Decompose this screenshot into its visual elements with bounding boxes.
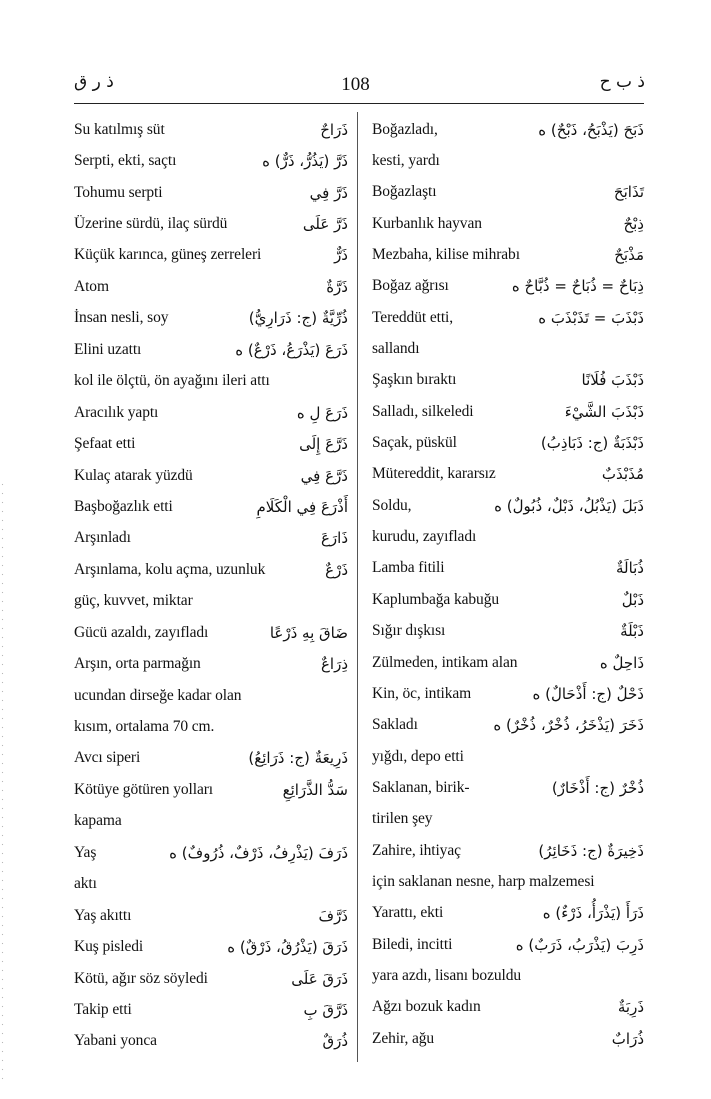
dictionary-entry: [372, 365, 644, 396]
arabic-headword: ذَرَّ فِي: [309, 183, 348, 202]
turkish-meaning: Zehir, ağu: [372, 1029, 435, 1047]
dictionary-entry: [372, 741, 644, 772]
header-rule: [74, 103, 644, 104]
arabic-headword: تَذَابَحَ: [613, 183, 644, 202]
dictionary-entry: [372, 145, 644, 176]
dictionary-entry: [74, 491, 348, 522]
arabic-headword: ذَرَّ عَلَى: [302, 215, 348, 234]
arabic-headword: ذُرَابٌ: [611, 1029, 644, 1048]
turkish-meaning: kol ile ölçtü, ön ayağını ileri attı: [74, 372, 270, 390]
dictionary-entry: [74, 460, 348, 491]
arabic-headword: ذَرَعَ (يَذْرَعُ، ذَرْعٌ) ه: [235, 340, 348, 359]
arabic-headword: أَذْرَعَ فِي الْكَلَامِ: [256, 497, 348, 516]
dictionary-entry: [372, 114, 644, 145]
turkish-meaning: güç, kuvvet, miktar: [74, 592, 193, 610]
dictionary-entry: [74, 931, 348, 962]
turkish-meaning: için saklanan nesne, harp malzemesi: [372, 872, 595, 890]
dictionary-entry: [372, 804, 644, 835]
arabic-headword: ذَخِيرَةٌ (ج: ذَخَائِرُ): [538, 841, 644, 860]
arabic-headword: ذَرَّقَ بِ: [303, 1000, 348, 1019]
arabic-headword: ذَبْذَبَ الشَّيْءَ: [564, 402, 644, 421]
dictionary-entry: [372, 459, 644, 490]
dictionary-entry: [372, 239, 644, 270]
arabic-headword: ذَبْذَبَ = تَذَبْذَبَ ه: [538, 308, 644, 327]
arabic-headword: ذَبَحَ (يَذْبَحُ، ذَبْحٌ) ه: [538, 120, 644, 139]
dictionary-entry: [74, 837, 348, 868]
turkish-meaning: Serpti, ekti, saçtı: [74, 152, 177, 170]
dictionary-entry: [74, 806, 348, 837]
turkish-meaning: Yabani yonca: [74, 1032, 157, 1050]
page-header: [0, 72, 711, 102]
turkish-meaning: Salladı, silkeledi: [372, 402, 474, 420]
arabic-headword: ذَبْلٌ: [621, 590, 644, 609]
dictionary-entry: [372, 929, 644, 960]
arabic-headword: ذُرِّيَّةٌ (ج: ذَرَارِيُّ): [248, 309, 348, 328]
turkish-meaning: Yaş: [74, 843, 97, 861]
turkish-meaning: Kaplumbağa kabuğu: [372, 590, 500, 608]
column-divider: [357, 112, 358, 1062]
arabic-headword: ذَرَاحٌ: [320, 120, 348, 139]
arabic-headword: ذُخْرٌ (ج: أَذْخَارٌ): [551, 778, 644, 797]
header-letters-left: ذ ر ق: [74, 72, 114, 92]
arabic-headword: ضَاقَ بِهِ ذَرْعًا: [269, 623, 348, 642]
turkish-meaning: Saçak, püskül: [372, 434, 457, 452]
dictionary-entry: [74, 334, 348, 365]
turkish-meaning: Zülmeden, intikam alan: [372, 653, 518, 671]
turkish-meaning: Saklanan, birik-: [372, 778, 470, 796]
dictionary-entry: [74, 366, 348, 397]
turkish-meaning: Arşın, orta parmağın: [74, 655, 201, 673]
arabic-headword: ذَبْذَبَ فُلَانًا: [581, 371, 644, 390]
dictionary-entry: [74, 1026, 348, 1057]
arabic-headword: ذَرَفَ (يَذْرِفُ، ذَرْفٌ، ذُرُوفٌ) ه: [169, 843, 348, 862]
turkish-meaning: Elini uzattı: [74, 340, 142, 358]
turkish-meaning: Başboğazlık etti: [74, 497, 173, 515]
turkish-meaning: tirilen şey: [372, 810, 433, 828]
arabic-headword: ذَخَرَ (يَذْخَرُ، ذُخْرٌ، ذُخْرٌ) ه: [493, 716, 644, 735]
arabic-headword: ذِرَاعٌ: [320, 655, 348, 674]
turkish-meaning: Zahire, ihtiyaç: [372, 841, 461, 859]
turkish-meaning: Biledi, incitti: [372, 935, 453, 953]
arabic-headword: ذَرَعَ لِ ه: [296, 403, 348, 422]
arabic-headword: ذَرَّعَ إِلَى: [299, 435, 348, 454]
turkish-meaning: Kötüye götüren yolları: [74, 780, 213, 798]
dictionary-entry: [372, 490, 644, 521]
arabic-headword: ذَرِيعَةٌ (ج: ذَرَائِعُ): [248, 749, 348, 768]
dictionary-entry: [74, 271, 348, 302]
arabic-headword: ذُرَقٌ: [322, 1032, 348, 1051]
dictionary-entry: [372, 898, 644, 929]
arabic-headword: ذَرَقَ (يَذْرُقُ، ذَرْقٌ) ه: [227, 938, 348, 957]
turkish-meaning: Avcı siperi: [74, 749, 141, 767]
dictionary-entry: [372, 960, 644, 991]
turkish-meaning: Mütereddit, kararsız: [372, 465, 496, 483]
turkish-meaning: Yaş akıttı: [74, 906, 132, 924]
dictionary-entry: [74, 208, 348, 239]
dictionary-entry: [74, 963, 348, 994]
dictionary-entry: [74, 711, 348, 742]
arabic-headword: ذَبْذَبَةٌ (ج: ذَبَاذِبُ): [540, 434, 644, 453]
arabic-headword: ذَرَّ (يَذُرُّ، ذَرٌّ) ه: [262, 152, 348, 171]
dictionary-entry: [74, 554, 348, 585]
turkish-meaning: Üzerine sürdü, ilaç sürdü: [74, 215, 228, 233]
arabic-headword: ذِبْحٌ: [623, 214, 644, 233]
turkish-meaning: Soldu,: [372, 496, 412, 514]
dictionary-entry: [372, 553, 644, 584]
arabic-headword: ذَرِبَةٌ: [617, 998, 644, 1017]
turkish-meaning: kesti, yardı: [372, 152, 440, 170]
turkish-meaning: Şefaat etti: [74, 435, 136, 453]
dictionary-entry: [372, 208, 644, 239]
dictionary-entry: [74, 114, 348, 145]
arabic-headword: ذَرَقَ عَلَى: [291, 969, 348, 988]
dictionary-entry: [372, 710, 644, 741]
left-column: [74, 114, 348, 1057]
turkish-meaning: yığdı, depo etti: [372, 747, 464, 765]
turkish-meaning: sallandı: [372, 340, 420, 358]
turkish-meaning: Mezbaha, kilise mihrabı: [372, 246, 520, 264]
arabic-headword: ذُبَالَةٌ: [615, 559, 644, 578]
arabic-headword: ذَرَّفَ: [318, 906, 348, 925]
turkish-meaning: Kulaç atarak yüzdü: [74, 466, 193, 484]
turkish-meaning: Arşınlama, kolu açma, uzunluk: [74, 560, 266, 578]
dictionary-entry: [372, 271, 644, 302]
turkish-meaning: Sığır dışkısı: [372, 622, 446, 640]
arabic-headword: ذَبَلَ (يَذْبُلُ، ذَبْلٌ، ذُبُولٌ) ه: [494, 496, 644, 515]
turkish-meaning: Lamba fitili: [372, 559, 445, 577]
arabic-headword: ذَاحِلٌ ه: [599, 653, 644, 672]
turkish-meaning: Aracılık yaptı: [74, 403, 159, 421]
dictionary-entry: [372, 992, 644, 1023]
turkish-meaning: Ağzı bozuk kadın: [372, 998, 481, 1016]
turkish-meaning: Takip etti: [74, 1000, 132, 1018]
dictionary-entry: [74, 240, 348, 271]
dictionary-entry: [372, 647, 644, 678]
turkish-meaning: Su katılmış süt: [74, 120, 165, 138]
dictionary-entry: [74, 680, 348, 711]
turkish-meaning: aktı: [74, 875, 97, 893]
arabic-headword: ذَرَّعَ فِي: [300, 466, 348, 485]
dictionary-entry: [74, 743, 348, 774]
turkish-meaning: kısım, ortalama 70 cm.: [74, 718, 215, 736]
dictionary-entry: [74, 994, 348, 1025]
dictionary-entry: [74, 397, 348, 428]
turkish-meaning: Boğazlaştı: [372, 183, 437, 201]
dictionary-entry: [74, 303, 348, 334]
arabic-headword: ذَرٌّ: [334, 246, 348, 265]
arabic-headword: سَدُّ الذَّرَائِعِ: [282, 780, 348, 799]
arabic-headword: ذِبَاحٌ = ذُبَاحٌ = ذُبَّاحٌ ه: [511, 277, 644, 296]
right-column: [372, 114, 644, 1054]
arabic-headword: ذَرْعٌ: [325, 560, 348, 579]
dictionary-entry: [74, 523, 348, 554]
arabic-headword: مُذَبْذَبٌ: [601, 465, 644, 484]
turkish-meaning: Tereddüt etti,: [372, 308, 454, 326]
turkish-meaning: Küçük karınca, güneş zerreleri: [74, 246, 262, 264]
turkish-meaning: Atom: [74, 277, 109, 295]
dictionary-entry: [372, 521, 644, 552]
turkish-meaning: Kin, öc, intikam: [372, 684, 472, 702]
turkish-meaning: kapama: [74, 812, 122, 830]
turkish-meaning: Boğazladı,: [372, 120, 438, 138]
dictionary-entry: [372, 396, 644, 427]
dictionary-entry: [372, 333, 644, 364]
arabic-headword: ذَحْلٌ (ج: أَذْحَالٌ) ه: [532, 684, 644, 703]
turkish-meaning: Tohumu serpti: [74, 183, 163, 201]
turkish-meaning: Kurbanlık hayvan: [372, 214, 482, 232]
turkish-meaning: Gücü azaldı, zayıfladı: [74, 623, 209, 641]
dictionary-entry: [372, 866, 644, 897]
arabic-headword: مَذْبَحٌ: [614, 246, 644, 265]
dictionary-entry: [74, 145, 348, 176]
arabic-headword: ذَرَّةٌ: [326, 277, 348, 296]
turkish-meaning: Kuş pisledi: [74, 938, 144, 956]
turkish-meaning: Kötü, ağır söz söyledi: [74, 969, 208, 987]
dictionary-entry: [74, 177, 348, 208]
arabic-headword: ذَرَأَ (يَذْرَأُ، ذَرْءٌ) ه: [542, 904, 644, 923]
dictionary-entry: [372, 678, 644, 709]
dictionary-entry: [74, 869, 348, 900]
dictionary-entry: [74, 586, 348, 617]
dictionary-entry: [372, 584, 644, 615]
dictionary-entry: [74, 428, 348, 459]
dictionary-entry: [372, 427, 644, 458]
turkish-meaning: ucundan dirseğe kadar olan: [74, 686, 242, 704]
turkish-meaning: Şaşkın bıraktı: [372, 371, 457, 389]
turkish-meaning: Yarattı, ekti: [372, 904, 444, 922]
dictionary-entry: [74, 617, 348, 648]
dictionary-entry: [372, 772, 644, 803]
arabic-headword: ذَرِبَ (يَذْرَبُ، ذَرَبٌ) ه: [515, 935, 644, 954]
turkish-meaning: Boğaz ağrısı: [372, 277, 449, 295]
dictionary-entry: [372, 177, 644, 208]
dictionary-entry: [74, 648, 348, 679]
turkish-meaning: yara azdı, lisanı bozuldu: [372, 966, 522, 984]
scan-edge-noise: [1, 480, 4, 1080]
page-number: 108: [341, 74, 370, 95]
dictionary-entry: [74, 900, 348, 931]
arabic-headword: ذَارَعَ: [320, 529, 348, 548]
header-letters-right: ذ ب ح: [599, 72, 645, 92]
arabic-headword: ذَبْلَةٌ: [620, 622, 644, 641]
turkish-meaning: Sakladı: [372, 716, 418, 734]
turkish-meaning: kurudu, zayıfladı: [372, 528, 477, 546]
turkish-meaning: Arşınladı: [74, 529, 131, 547]
turkish-meaning: İnsan nesli, soy: [74, 309, 169, 327]
dictionary-entry: [372, 616, 644, 647]
dictionary-entry: [372, 302, 644, 333]
dictionary-entry: [372, 1023, 644, 1054]
dictionary-entry: [372, 835, 644, 866]
dictionary-entry: [74, 774, 348, 805]
